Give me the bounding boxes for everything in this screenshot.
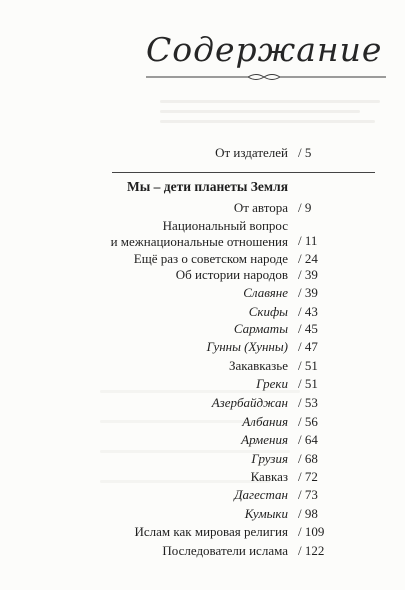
toc-entry-label: Ещё раз о советском народе [133,251,288,266]
toc-entry-page: / 51 [298,376,318,391]
bleed-through-line [160,120,375,123]
toc-entry[interactable] [0,468,405,486]
section-divider [112,172,375,173]
toc-entry-label: Славяне [243,285,288,300]
toc-entry-label: От автора [233,200,288,215]
toc-entry-label: Греки [256,376,288,391]
toc-entry-label: Кумыки [244,506,288,521]
toc-entry[interactable] [0,505,405,523]
toc-entry[interactable] [0,523,405,541]
toc-entry-label: Об истории народов [175,267,288,282]
toc-entry-label: Скифы [248,304,288,319]
toc-entry-label: От издателей [215,145,288,160]
toc-entry[interactable] [0,266,405,284]
toc-entry[interactable] [0,338,405,356]
toc-entry-label: Сарматы [233,321,288,336]
toc-entry-label: Дагестан [234,487,288,502]
toc-entry-page: / 98 [298,506,318,521]
toc-entry[interactable] [0,375,405,393]
toc-entry-label: Гунны (Хунны) [206,339,288,354]
bleed-through-line [160,100,380,103]
section-title-text: Мы – дети планеты Земля [127,179,288,194]
toc-entry-label: Азербайджан [211,395,288,410]
title-ornament [146,72,386,82]
toc-entry[interactable] [0,303,405,321]
toc-entry-page: / 45 [298,321,318,336]
toc-entry-label: Закавказье [228,358,288,373]
toc-entry-page: / 56 [298,414,318,429]
toc-entry-page: / 68 [298,451,318,466]
toc-entry-label-line: и межнациональные отношения [110,234,288,249]
toc-entry-preface[interactable] [0,144,405,162]
toc-entry[interactable] [0,450,405,468]
toc-entry-page: / 9 [298,200,312,215]
toc-entry-page: / 47 [298,339,318,354]
toc-entry[interactable] [0,394,405,412]
toc-entry-page: / 73 [298,487,318,502]
toc-entry-label [111,218,288,250]
toc-entry-label-line: Национальный вопрос [162,218,288,233]
toc-entry-page: / 64 [298,432,318,447]
toc-entry-page: / 24 [298,251,318,266]
toc-entry-page: / 109 [298,524,325,539]
toc-entry-label: Кавказ [250,469,288,484]
toc-entry-page: / 72 [298,469,318,484]
toc-entry-page: / 5 [298,145,312,160]
page-title: Содержание [146,30,383,69]
toc-entry[interactable] [0,413,405,431]
toc-entry[interactable] [0,320,405,338]
toc-entry[interactable] [0,431,405,449]
toc-entry-label: Ислам как мировая религия [134,524,288,539]
toc-entry[interactable] [0,199,405,217]
toc-entry[interactable] [0,542,405,560]
toc-entry-page: / 51 [298,358,318,373]
toc-entry[interactable] [0,486,405,504]
toc-entry-page: / 43 [298,304,318,319]
toc-entry-label: Армения [241,432,288,447]
toc-entry-page: / 39 [298,285,318,300]
toc-entry-label: Албания [242,414,288,429]
toc-entry-page: / 39 [298,267,318,282]
toc-entry-label: Последователи ислама [162,543,288,558]
bleed-through-line [160,110,360,113]
toc-entry-label: Грузия [251,451,288,466]
toc-entry[interactable] [0,218,405,252]
toc-entry[interactable] [0,284,405,302]
toc-entry-page: / 11 [298,233,318,248]
toc-entry-page: / 122 [298,543,325,558]
toc-entry-page: / 53 [298,395,318,410]
toc-entry[interactable] [0,357,405,375]
